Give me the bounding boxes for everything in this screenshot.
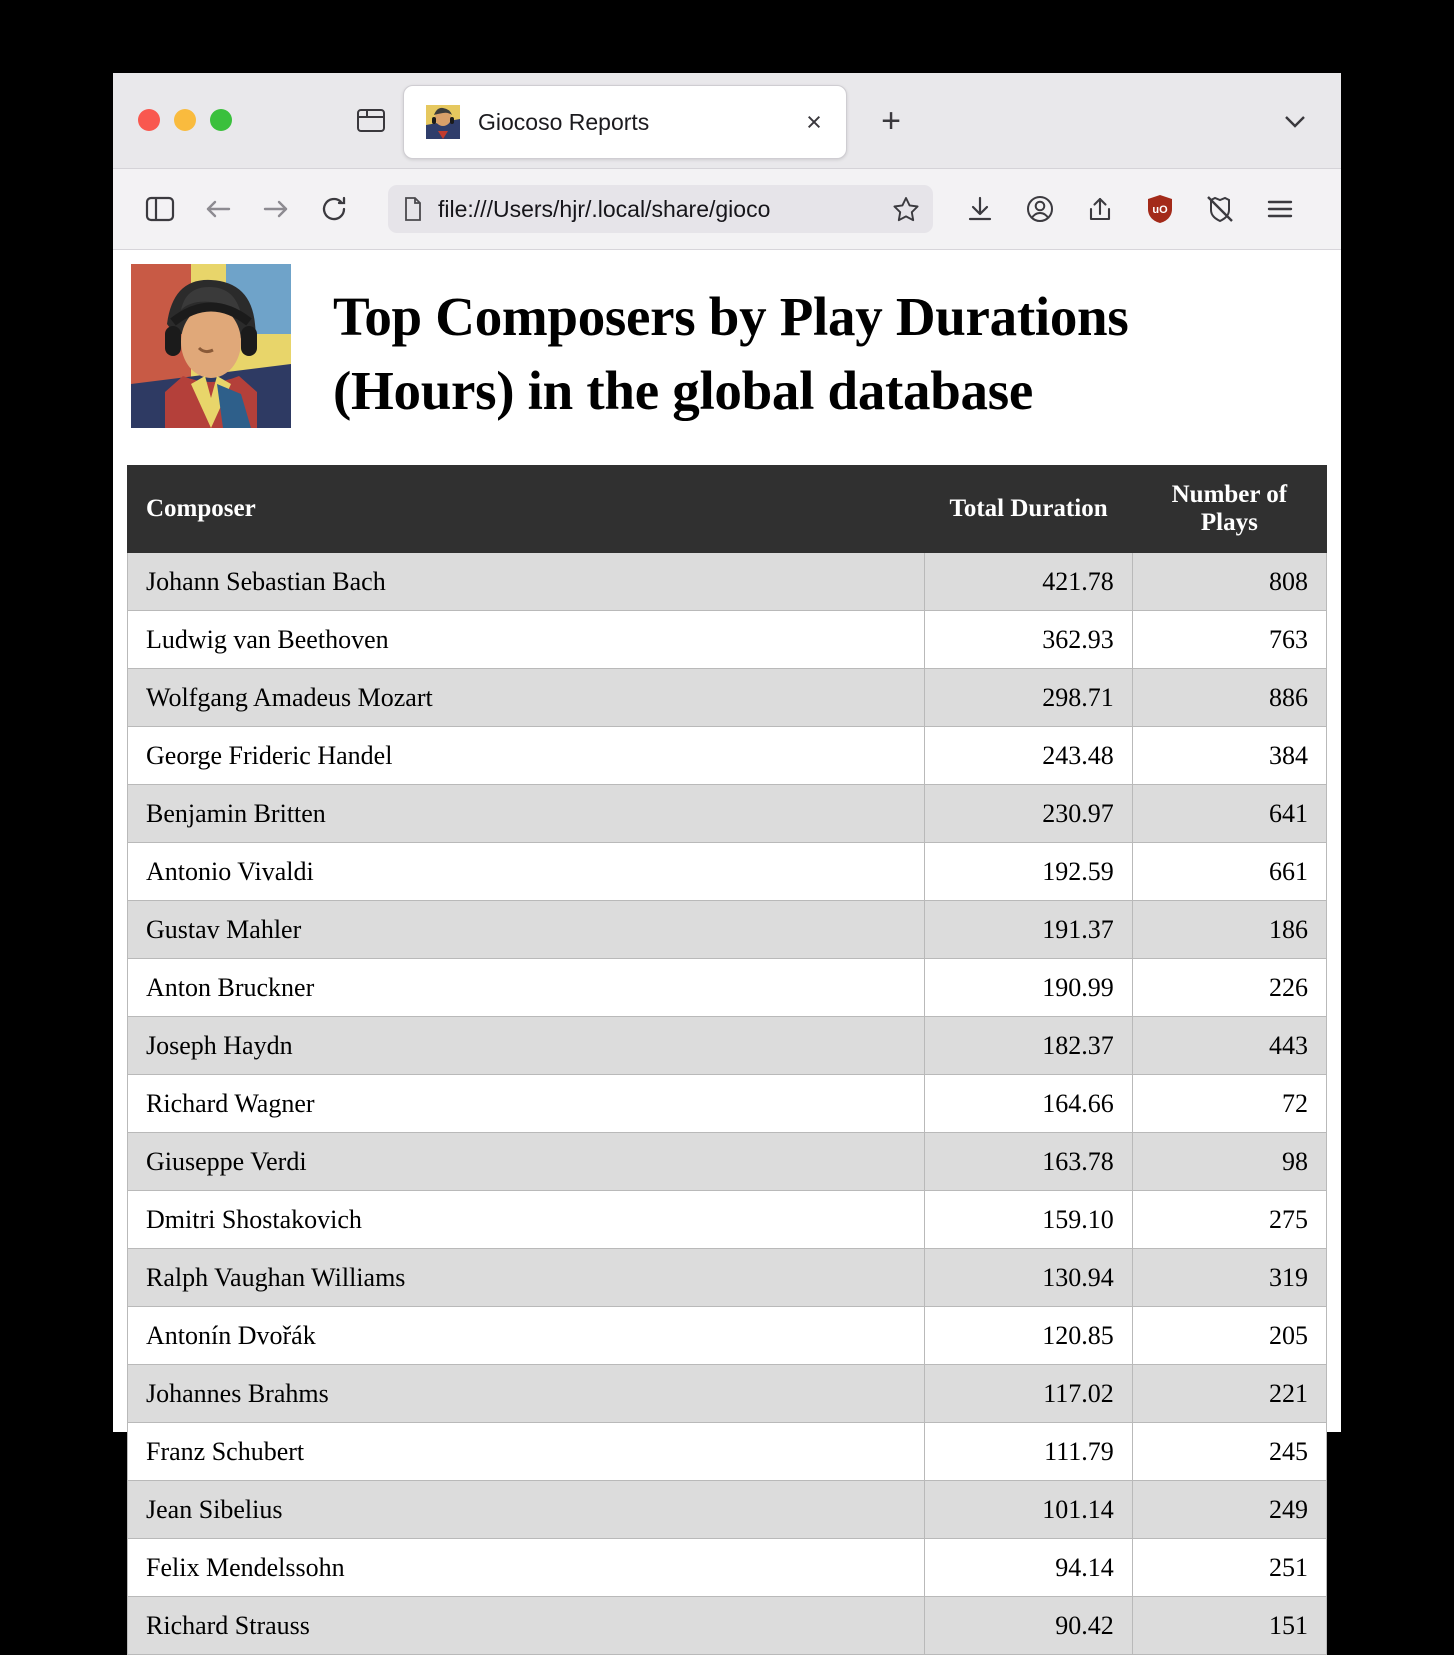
cell-composer: Wolfgang Amadeus Mozart: [128, 669, 925, 727]
browser-window: [113, 73, 1341, 1640]
chevron-down-icon[interactable]: [1275, 103, 1315, 139]
cell-composer: Felix Mendelssohn: [128, 1539, 925, 1597]
new-tab-button[interactable]: +: [881, 102, 901, 140]
cell-number-of-plays: 763: [1132, 611, 1326, 669]
table-row: [128, 553, 1327, 611]
account-icon[interactable]: [1018, 187, 1062, 231]
cell-total-duration: 192.59: [925, 843, 1132, 901]
column-header-total-duration[interactable]: Total Duration: [925, 466, 1132, 553]
cell-number-of-plays: 641: [1132, 785, 1326, 843]
cell-composer: Antonio Vivaldi: [128, 843, 925, 901]
sidebar-toggle-icon[interactable]: [138, 187, 182, 231]
table-row: [128, 1307, 1327, 1365]
report-header: [113, 250, 1341, 428]
composer-portrait-icon: [426, 105, 460, 139]
cell-composer: Dmitri Shostakovich: [128, 1191, 925, 1249]
share-icon[interactable]: [1078, 187, 1122, 231]
cell-total-duration: 362.93: [925, 611, 1132, 669]
cell-number-of-plays: 275: [1132, 1191, 1326, 1249]
table-row: [128, 727, 1327, 785]
table-row: [128, 959, 1327, 1017]
cell-number-of-plays: 251: [1132, 1539, 1326, 1597]
cell-total-duration: 159.10: [925, 1191, 1132, 1249]
cell-number-of-plays: 151: [1132, 1597, 1326, 1655]
table-row: [128, 1017, 1327, 1075]
url-bar[interactable]: [388, 185, 933, 233]
table-row: [128, 1133, 1327, 1191]
forward-arrow-icon[interactable]: [254, 187, 298, 231]
page-content: [113, 250, 1341, 1640]
cell-number-of-plays: 245: [1132, 1423, 1326, 1481]
page-title: Top Composers by Play Durations (Hours) in the global database: [333, 286, 1129, 421]
star-icon[interactable]: [891, 194, 921, 224]
cell-total-duration: 130.94: [925, 1249, 1132, 1307]
cell-composer: Richard Strauss: [128, 1597, 925, 1655]
table-row: [128, 1365, 1327, 1423]
window-maximize-button[interactable]: [210, 109, 232, 131]
hamburger-menu-icon[interactable]: [1258, 187, 1302, 231]
cell-number-of-plays: 443: [1132, 1017, 1326, 1075]
cell-total-duration: 243.48: [925, 727, 1132, 785]
table-body: [128, 553, 1327, 1655]
reload-icon[interactable]: [312, 187, 356, 231]
cell-total-duration: 182.37: [925, 1017, 1132, 1075]
cell-total-duration: 90.42: [925, 1597, 1132, 1655]
cell-number-of-plays: 186: [1132, 901, 1326, 959]
table-row: [128, 1075, 1327, 1133]
beethoven-headphones-logo: [131, 264, 291, 428]
cell-number-of-plays: 72: [1132, 1075, 1326, 1133]
cell-total-duration: 120.85: [925, 1307, 1132, 1365]
cell-composer: Richard Wagner: [128, 1075, 925, 1133]
cell-number-of-plays: 226: [1132, 959, 1326, 1017]
tab-giocoso-reports[interactable]: [403, 85, 847, 159]
cell-composer: Ralph Vaughan Williams: [128, 1249, 925, 1307]
noscript-icon[interactable]: [1198, 187, 1242, 231]
cell-number-of-plays: 98: [1132, 1133, 1326, 1191]
cell-composer: Antonín Dvořák: [128, 1307, 925, 1365]
table-header-row: [128, 466, 1327, 553]
composers-table-container: [127, 465, 1327, 1655]
navigation-toolbar: [113, 169, 1341, 250]
window-close-button[interactable]: [138, 109, 160, 131]
cell-total-duration: 190.99: [925, 959, 1132, 1017]
cell-total-duration: 117.02: [925, 1365, 1132, 1423]
tab-bar: [113, 73, 1341, 169]
cell-total-duration: 421.78: [925, 553, 1132, 611]
table-row: [128, 785, 1327, 843]
cell-number-of-plays: 808: [1132, 553, 1326, 611]
table-row: [128, 1191, 1327, 1249]
cell-composer: George Frideric Handel: [128, 727, 925, 785]
table-row: [128, 611, 1327, 669]
cell-total-duration: 230.97: [925, 785, 1132, 843]
table-row: [128, 843, 1327, 901]
ublock-origin-icon[interactable]: [1138, 187, 1182, 231]
composers-table: [127, 465, 1327, 1655]
cell-number-of-plays: 221: [1132, 1365, 1326, 1423]
cell-composer: Gustav Mahler: [128, 901, 925, 959]
cell-number-of-plays: 249: [1132, 1481, 1326, 1539]
url-text: file:///Users/hjr/.local/share/gioco: [438, 195, 771, 222]
table-row: [128, 1249, 1327, 1307]
page-icon: [402, 196, 424, 222]
cell-total-duration: 298.71: [925, 669, 1132, 727]
download-icon[interactable]: [958, 187, 1002, 231]
column-header-number-of-plays[interactable]: Number of Plays: [1132, 466, 1326, 553]
cell-composer: Giuseppe Verdi: [128, 1133, 925, 1191]
table-row: [128, 1481, 1327, 1539]
table-row: [128, 901, 1327, 959]
table-row: [128, 1539, 1327, 1597]
table-row: [128, 1423, 1327, 1481]
cell-total-duration: 101.14: [925, 1481, 1132, 1539]
cell-composer: Benjamin Britten: [128, 785, 925, 843]
svg-text:uO: uO: [1152, 204, 1168, 216]
cell-number-of-plays: 661: [1132, 843, 1326, 901]
cell-composer: Joseph Haydn: [128, 1017, 925, 1075]
table-row: [128, 669, 1327, 727]
cell-composer: Ludwig van Beethoven: [128, 611, 925, 669]
cell-number-of-plays: 886: [1132, 669, 1326, 727]
tab-title: Giocoso Reports: [478, 108, 650, 135]
cell-number-of-plays: 384: [1132, 727, 1326, 785]
cell-composer: Jean Sibelius: [128, 1481, 925, 1539]
cell-total-duration: 111.79: [925, 1423, 1132, 1481]
column-header-composer[interactable]: Composer: [128, 466, 925, 553]
cell-number-of-plays: 205: [1132, 1307, 1326, 1365]
cell-number-of-plays: 319: [1132, 1249, 1326, 1307]
back-arrow-icon[interactable]: [196, 187, 240, 231]
cell-total-duration: 164.66: [925, 1075, 1132, 1133]
cell-total-duration: 163.78: [925, 1133, 1132, 1191]
table-row: [128, 1597, 1327, 1655]
close-icon[interactable]: ×: [806, 106, 822, 137]
cell-total-duration: 94.14: [925, 1539, 1132, 1597]
window-minimize-button[interactable]: [174, 109, 196, 131]
cell-total-duration: 191.37: [925, 901, 1132, 959]
cell-composer: Franz Schubert: [128, 1423, 925, 1481]
cell-composer: Johann Sebastian Bach: [128, 553, 925, 611]
tabs-overview-icon[interactable]: [351, 101, 391, 139]
cell-composer: Anton Bruckner: [128, 959, 925, 1017]
cell-composer: Johannes Brahms: [128, 1365, 925, 1423]
